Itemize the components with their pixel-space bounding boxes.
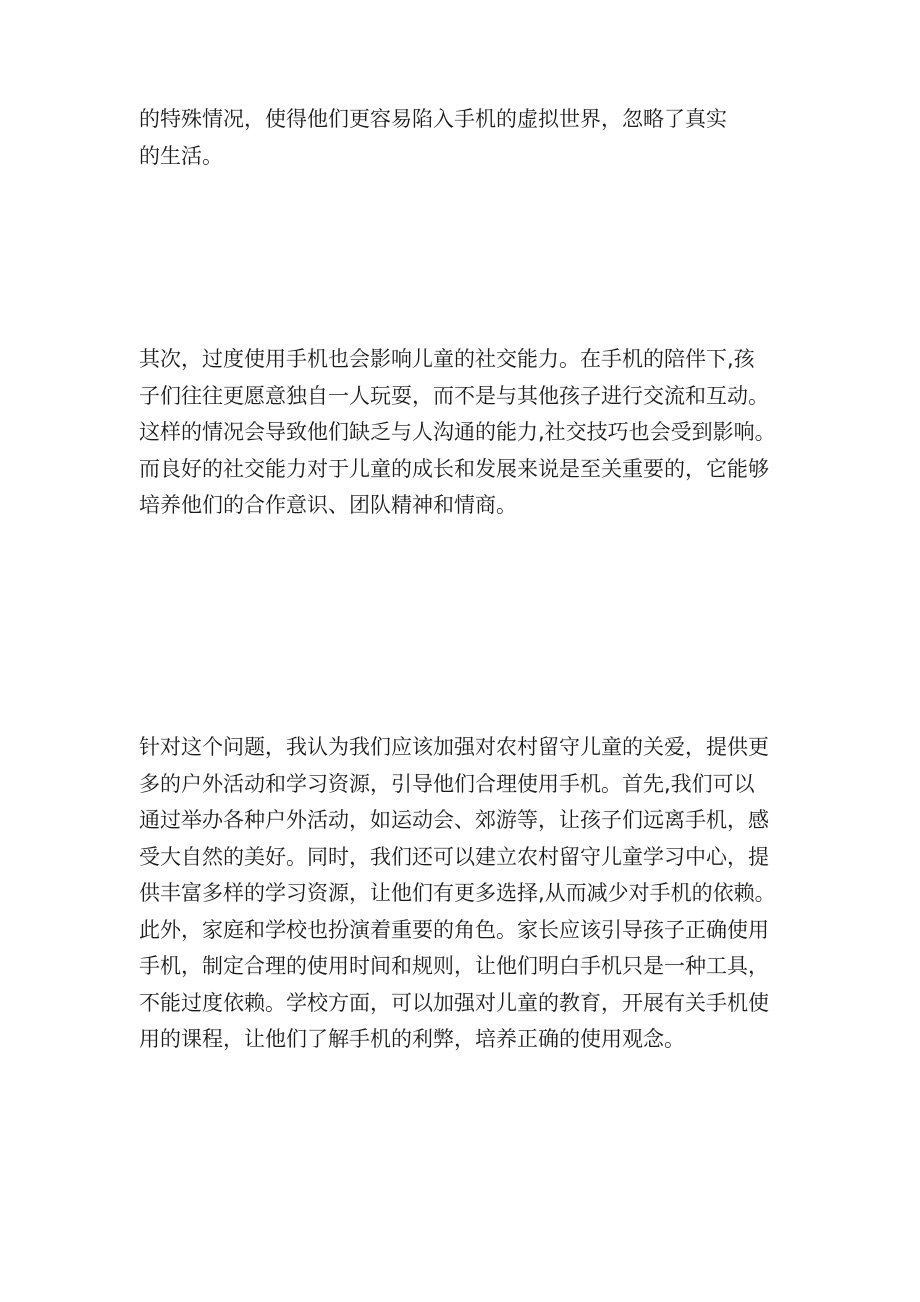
text-line: 这样的情况会导致他们缺乏与人沟通的能力,社交技巧也会受到影响。 [139,420,776,444]
text-line: 的特殊情况，使得他们更容易陷入手机的虚拟世界，忽略了真实 [139,107,727,131]
text-line: 不能过度依赖。学校方面，可以加强对儿童的教育，开展有关手机使 [139,990,769,1015]
text-line: 供丰富多样的学习资源，让他们有更多选择,从而减少对手机的依赖。 [139,881,776,905]
text-line: 的生活。 [139,143,223,168]
text-line: 而良好的社交能力对于儿童的成长和发展来说是至关重要的，它能够 [139,456,769,481]
text-line: 通过举办各种户外活动，如运动会、郊游等，让孩子们远离手机，感 [139,808,769,832]
text-line: 手机，制定合理的使用时间和规则，让他们明白手机只是一种工具， [139,954,769,978]
text-line: 其次，过度使用手机也会影响儿童的社交能力。在手机的陪伴下,孩 [139,347,755,371]
text-line: 用的课程，让他们了解手机的利弊，培养正确的使用观念。 [139,1027,685,1051]
text-line: 受大自然的美好。同时，我们还可以建立农村留守儿童学习中心，提 [139,844,769,869]
paragraph-1 [139,101,799,174]
text-line: 培养他们的合作意识、团队精神和情商。 [139,493,517,517]
paragraph-3 [139,729,799,1058]
text-line: 多的户外活动和学习资源，引导他们合理使用手机。首先,我们可以 [139,771,755,796]
text-line: 子们往往更愿意独自一人玩耍，而不是与其他孩子进行交流和互动。 [139,383,769,408]
text-line: 此外，家庭和学校也扮演着重要的角色。家长应该引导孩子正确使用 [139,917,769,942]
text-line: 针对这个问题，我认为我们应该加强对农村留守儿童的关爱，提供更 [139,735,769,759]
paragraph-2 [139,341,799,524]
